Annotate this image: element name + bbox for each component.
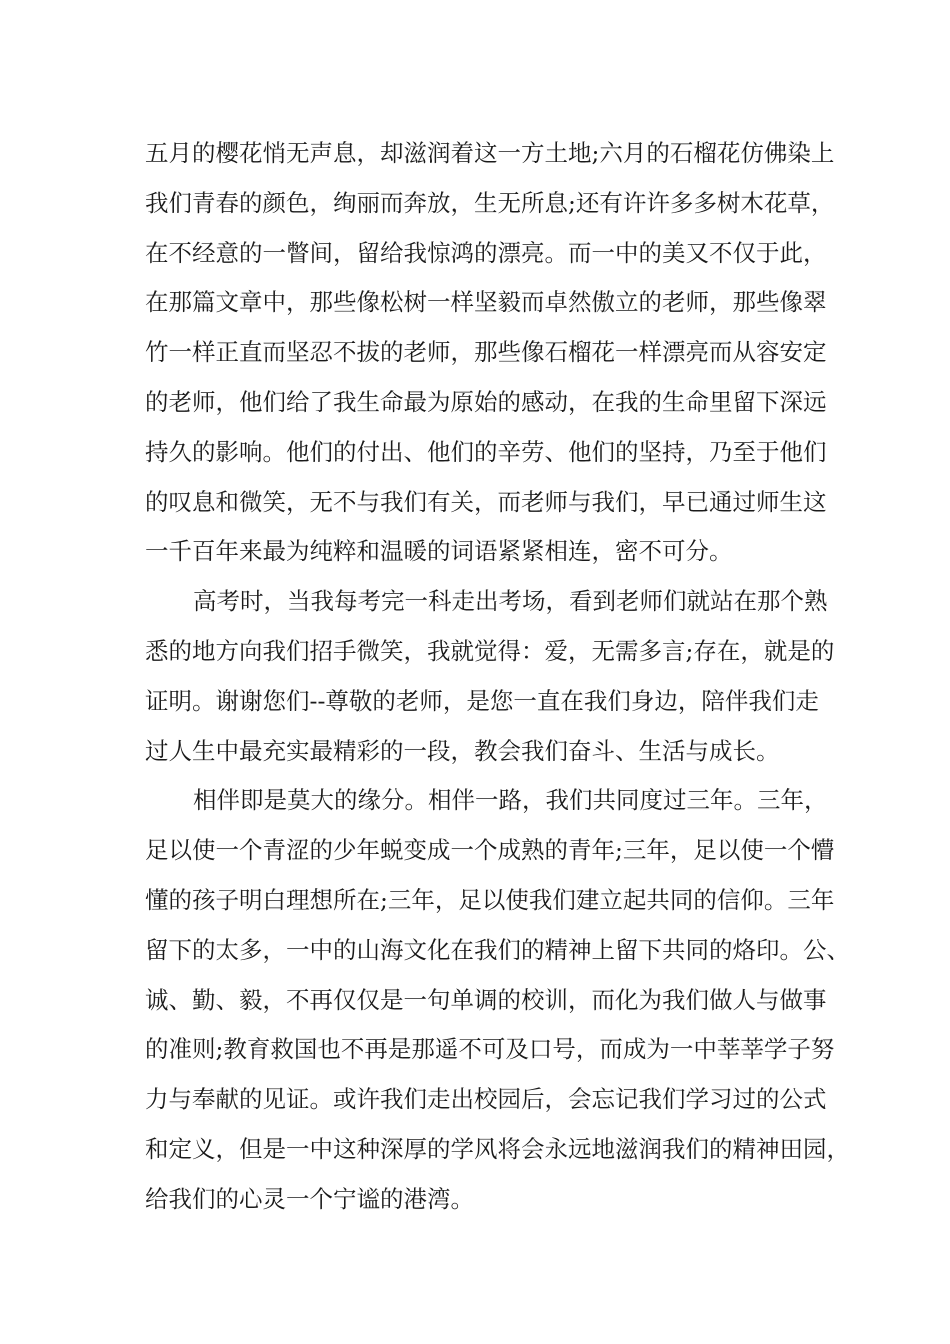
text-line: 足以使一个青涩的少年蜕变成一个成熟的青年;三年，足以使一个懵 (145, 836, 835, 865)
text-line: 在那篇文章中，那些像松树一样坚毅而卓然傲立的老师，那些像翠 (145, 288, 827, 317)
text-line: 持久的影响。他们的付出、他们的辛劳、他们的坚持，乃至于他们 (145, 437, 827, 466)
text-line: 的叹息和微笑，无不与我们有关，而老师与我们，早已通过师生这 (145, 487, 827, 516)
text-line: 悉的地方向我们招手微笑，我就觉得：爱，无需多言;存在，就是的 (145, 636, 835, 665)
text-line: 给我们的心灵一个宁谧的港湾。 (145, 1184, 474, 1213)
paragraph-first-line: 相伴即是莫大的缘分。相伴一路，我们共同度过三年。三年， (193, 786, 828, 815)
text-line: 的老师，他们给了我生命最为原始的感动，在我的生命里留下深远 (145, 387, 827, 416)
body-text (145, 129, 850, 1225)
text-line: 懂的孩子明白理想所在;三年，足以使我们建立起共同的信仰。三年 (145, 885, 835, 914)
text-line: 留下的太多，一中的山海文化在我们的精神上留下共同的烙印。公、 (145, 935, 850, 964)
text-line: 我们青春的颜色，绚丽而奔放，生无所息;还有许许多多树木花草， (145, 188, 835, 217)
text-line: 诚、勤、毅，不再仅仅是一句单调的校训，而化为我们做人与做事 (145, 985, 827, 1014)
paragraph-first-line: 高考时，当我每考完一科走出考场，看到老师们就站在那个熟 (193, 587, 828, 616)
text-line: 的准则;教育救国也不再是那遥不可及口号，而成为一中莘莘学子努 (145, 1035, 835, 1064)
text-line: 在不经意的一瞥间，留给我惊鸿的漂亮。而一中的美又不仅于此， (145, 238, 827, 267)
text-line: 五月的樱花悄无声息，却滋润着这一方土地;六月的石榴花仿佛染上 (145, 139, 835, 167)
text-line: 力与奉献的见证。或许我们走出校园后，会忘记我们学习过的公式 (145, 1085, 827, 1114)
text-line: 和定义，但是一中这种深厚的学风将会永远地滋润我们的精神田园， (145, 1134, 850, 1163)
text-line: 证明。谢谢您们--尊敬的老师，是您一直在我们身边，陪伴我们走 (145, 686, 819, 715)
text-line: 一千百年来最为纯粹和温暖的词语紧紧相连，密不可分。 (145, 537, 733, 566)
text-line: 竹一样正直而坚忍不拔的老师，那些像石榴花一样漂亮而从容安定 (145, 338, 827, 367)
text-line: 过人生中最充实最精彩的一段，教会我们奋斗、生活与成长。 (145, 736, 780, 765)
